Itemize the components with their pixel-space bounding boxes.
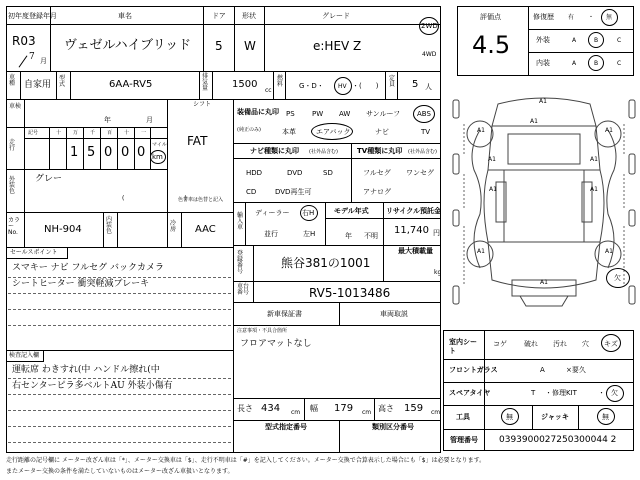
divider <box>233 398 441 399</box>
divider <box>6 212 233 213</box>
seat-label: 室内シート <box>449 338 477 356</box>
rule-line <box>8 442 231 443</box>
drive-2wd: 2WD <box>421 22 438 30</box>
exterior-label: 外装色 <box>9 176 16 195</box>
divider <box>233 281 441 282</box>
navi-sub: (社外品含む) <box>309 149 338 155</box>
grade-b: B <box>594 60 599 67</box>
sales-point-line: スマキー ナビ フルセグ バックカメラ <box>12 263 165 273</box>
grade-label: グレード <box>322 12 350 20</box>
exterior-grade-label: 外装 <box>536 36 550 44</box>
divider <box>339 302 340 325</box>
model-label: 型式 <box>59 75 66 88</box>
damage-mark: A1 <box>489 186 497 193</box>
doors: 5 <box>215 39 223 53</box>
fuel-hv: HV <box>338 83 347 90</box>
shift-label: シフト <box>193 101 212 108</box>
height-unit: cm <box>431 409 441 416</box>
rule-line <box>8 277 231 278</box>
capacity-label: 定員 <box>389 75 396 88</box>
rule-line <box>8 378 231 379</box>
divider <box>233 245 441 246</box>
width-value: 179 <box>334 403 354 414</box>
navi-item: DVD再生可 <box>275 188 312 196</box>
divider <box>233 420 441 421</box>
damage-mark: A1 <box>477 248 485 255</box>
mileage-digit-label: 百 <box>107 130 113 136</box>
interior-grade-label: 内装 <box>536 59 550 67</box>
repair-yes: 有 <box>568 14 575 21</box>
damage-mark: A1 <box>590 156 598 163</box>
chassis-label: 車台番号 <box>237 283 250 296</box>
divider <box>383 202 384 281</box>
recycle-unit: 円 <box>433 229 440 237</box>
chassis-value: RV5-1013486 <box>309 286 391 300</box>
spare-label: スペアタイヤ <box>449 389 491 397</box>
divider <box>351 143 352 202</box>
height-value: 159 <box>404 403 424 414</box>
divider <box>181 212 182 247</box>
spare-item: ・修理KIT <box>545 389 577 397</box>
seat-item: コゲ <box>493 340 507 348</box>
spare-item: T <box>531 389 536 397</box>
divider <box>443 429 634 430</box>
divider <box>443 382 634 383</box>
seat-item: キズ <box>604 340 618 348</box>
width-label: 幅 <box>310 404 318 413</box>
mileage-digit-label: 一 <box>141 130 147 136</box>
interior-label: 内装色 <box>106 216 113 235</box>
mileage-label: 走行 <box>9 139 16 152</box>
equipment-sub: (純正のみ) <box>237 127 261 133</box>
repair-label: 修復歴 <box>533 13 554 21</box>
equipment-item: PW <box>312 110 324 118</box>
divider <box>273 71 274 99</box>
inspection-label: 車検 <box>9 103 22 110</box>
rule-line <box>8 293 231 294</box>
missing-mark: 欠 <box>614 274 621 282</box>
divider <box>70 71 71 99</box>
height-label: 高さ <box>378 404 394 413</box>
divider <box>117 212 118 247</box>
max-load-label: 最大積載量 <box>398 247 433 255</box>
tv-item: アナログ <box>363 188 391 196</box>
mileage-digit-label: 千 <box>90 130 96 136</box>
spare-item: ・ <box>598 389 605 397</box>
capacity-unit: 人 <box>425 83 432 91</box>
divider <box>528 6 529 76</box>
tv-title: TV種類に丸印 <box>357 147 403 155</box>
mileage-mile: マイル <box>152 142 167 148</box>
mileage-digit-label: 十 <box>56 130 62 136</box>
import-right: 右H <box>302 209 315 217</box>
type-cert-label: 型式指定番号 <box>265 423 307 431</box>
equipment-item: 本革 <box>282 128 296 136</box>
divider <box>578 405 579 429</box>
mileage-digit: 5 <box>87 145 96 160</box>
model-year-unit: 年 <box>345 232 352 240</box>
divider <box>233 325 441 326</box>
vehicle-kind-label: 車種 <box>9 74 16 87</box>
damage-mark: A1 <box>530 118 538 125</box>
rule-line <box>8 309 231 310</box>
plate-value: 熊谷381の1001 <box>281 256 371 270</box>
divider <box>233 158 441 159</box>
length-unit: cm <box>291 409 301 416</box>
navi-title: ナビ種類に丸印 <box>250 147 299 155</box>
divider <box>233 99 234 453</box>
seat-item: 穴 <box>582 340 589 348</box>
first-reg-year: R03 <box>12 34 36 48</box>
equipment-item: TV <box>421 128 431 136</box>
tv-item: ワンセグ <box>406 169 434 177</box>
mileage-digit: 1 <box>70 145 79 160</box>
model-year-label: モデル年式 <box>334 207 369 215</box>
divider <box>117 127 118 169</box>
divider <box>339 420 340 453</box>
mileage-digit: 0 <box>121 145 130 160</box>
rule-line <box>8 410 231 411</box>
inspection-year-unit: 年 <box>104 116 111 124</box>
tools-value: 無 <box>506 413 513 421</box>
shape-label: 形状 <box>242 12 256 20</box>
divider <box>6 169 167 170</box>
rule-line <box>8 394 231 395</box>
rule-line <box>8 325 231 326</box>
divider <box>6 99 441 100</box>
divider <box>385 71 386 99</box>
divider <box>24 99 25 247</box>
damage-mark: A1 <box>605 248 613 255</box>
notes-text: フロアマットなし <box>240 339 312 349</box>
divider <box>245 202 246 245</box>
glass-item: A <box>540 366 545 374</box>
capacity: 5 <box>412 79 419 90</box>
mileage-km: km <box>152 153 163 161</box>
jack-label: ジャッキ <box>541 413 569 421</box>
fuel-label: 燃料 <box>277 75 284 88</box>
footer-note: 走行距離の記号欄に メーター改ざん車は「*」、メーター交換車は「$」、走行不明車は「#」を記入してください。メーター交換で合算表示した場合にも「$」は必要となります。 <box>6 457 486 464</box>
color-no: NH-904 <box>44 224 82 235</box>
divider <box>49 127 50 169</box>
month-unit: 月 <box>40 57 47 65</box>
model-year-unknown: 不明 <box>364 232 378 240</box>
import-left: 左H <box>303 230 316 238</box>
sales-point-line: シートヒーター 衝突軽減ブレーキ <box>12 279 150 289</box>
mileage-digit-label: 万 <box>73 130 79 136</box>
length-value: 434 <box>261 403 281 414</box>
score-value: 4.5 <box>472 31 511 59</box>
damage-mark: A1 <box>477 127 485 134</box>
exterior-value: グレー <box>35 174 63 184</box>
notes-label: 注意事項・不具合箇所 <box>237 328 288 334</box>
cc-unit: cc <box>265 87 272 94</box>
ac-value: AAC <box>195 224 216 235</box>
divider <box>212 71 213 99</box>
glass-label: フロントガラス <box>449 366 498 374</box>
docs-manual: 車両取説 <box>380 310 408 318</box>
divider <box>304 398 305 420</box>
divider <box>374 398 375 420</box>
inspector-line: 右センターピラ多ベルトAU 外装小傷有 <box>12 381 173 391</box>
vehicle-kind: 自家用 <box>24 80 52 90</box>
divider <box>528 29 634 30</box>
import-dealer: ディーラー <box>255 209 290 217</box>
car-name-label: 車名 <box>118 12 132 20</box>
docs-warranty: 新車保証書 <box>267 310 302 318</box>
max-load-unit: kg <box>434 269 442 276</box>
inspection-month-unit: 月 <box>146 116 153 124</box>
equipment-title: 装備品に丸印 <box>237 108 279 116</box>
sales-point-label: セールスポイント <box>10 249 58 256</box>
plate-label: 登録番号 <box>237 250 244 275</box>
rule-line <box>8 426 231 427</box>
navi-item: HDD <box>246 169 263 177</box>
equipment-item: AW <box>339 110 351 118</box>
divider <box>264 6 265 71</box>
divider <box>233 302 441 303</box>
divider <box>6 127 167 128</box>
doors-label: ドア <box>212 12 226 20</box>
divider <box>20 71 21 99</box>
fuel-paren: ・( ) <box>352 82 379 90</box>
model: 6AA-RV5 <box>109 79 153 90</box>
grade-b: B <box>594 37 599 44</box>
grade-c: C <box>617 37 622 44</box>
divider <box>532 405 533 429</box>
navi-item: DVD <box>287 169 303 177</box>
equipment-item: PS <box>286 110 295 118</box>
grade-a: A <box>572 60 577 67</box>
recycle-value: 11,740 <box>394 225 429 236</box>
divider <box>66 127 67 169</box>
equipment-item: ABS <box>417 110 431 118</box>
jack-value: 無 <box>602 413 609 421</box>
repair-dot: ・ <box>588 14 595 21</box>
width-unit: cm <box>362 409 372 416</box>
grade-a: A <box>572 37 577 44</box>
damage-mark: A1 <box>540 279 548 286</box>
navi-item: SD <box>323 169 333 177</box>
import-parallel: 並行 <box>264 230 278 238</box>
car-name: ヴェゼルハイブリッド <box>64 38 192 53</box>
equipment-item: サンルーフ <box>366 110 401 118</box>
divider <box>24 138 167 139</box>
damage-mark: A1 <box>590 186 598 193</box>
recycle-label: リサイクル預託金 <box>386 207 442 215</box>
navi-item: CD <box>246 188 257 196</box>
mileage-digit: 0 <box>104 145 113 160</box>
divider <box>83 127 84 169</box>
divider <box>100 127 101 169</box>
score-label: 評価点 <box>480 13 501 21</box>
divider <box>199 71 200 99</box>
divider <box>56 71 57 99</box>
divider <box>325 202 326 245</box>
divider <box>443 405 634 406</box>
exterior-note: 色替車は色替と記入 <box>178 197 224 203</box>
class-label: 類別区分番号 <box>372 423 414 431</box>
equipment-item: ナビ <box>375 128 389 136</box>
seat-item: 汚れ <box>553 340 567 348</box>
footer-note: またメーター交換の条件を満たしていないものはメーター改ざん車扱いとなります。 <box>6 468 234 475</box>
divider <box>253 245 254 302</box>
divider <box>443 359 634 360</box>
divider <box>6 24 441 25</box>
damage-mark: A1 <box>488 156 496 163</box>
tools-label: 工具 <box>456 413 470 421</box>
divider <box>234 6 235 71</box>
divider <box>325 218 441 219</box>
fuel-options: G・D・ <box>299 82 324 90</box>
mgmt-value: 0393900027250300044 2 <box>499 435 617 445</box>
inspector-label: 検査記入欄 <box>9 352 40 359</box>
divider <box>397 71 398 99</box>
spare-item: 欠 <box>611 389 618 397</box>
tv-sub: (社外品含む) <box>408 149 437 155</box>
mileage-digit: 0 <box>137 145 146 160</box>
exterior-paren: ( ) <box>122 195 187 202</box>
inspector-line: 運転席 わきすれ(中 ハンドル擦れ(中 <box>12 365 160 375</box>
tv-item: フルセグ <box>363 169 391 177</box>
divider <box>134 127 135 169</box>
divider <box>167 212 168 247</box>
divider <box>6 71 441 72</box>
first-reg-month: 7 <box>29 52 35 62</box>
shift-value: FAT <box>187 134 208 148</box>
mileage-digit-label: 記号 <box>28 130 39 136</box>
mileage-digit-label: 十 <box>124 130 130 136</box>
grade-c: C <box>617 60 622 67</box>
divider <box>103 212 104 247</box>
import-label: 輸入車 <box>237 212 244 231</box>
damage-mark: A1 <box>605 127 613 134</box>
repair-no: 無 <box>606 14 613 21</box>
shape: W <box>244 39 256 53</box>
divider <box>528 52 634 53</box>
divider <box>203 6 204 71</box>
equipment-item: エアバック <box>316 128 351 136</box>
first-reg-label: 初年度登録年月 <box>8 12 57 20</box>
displacement-label: 排気量 <box>202 73 209 92</box>
displacement: 1500 <box>232 79 258 90</box>
divider <box>233 143 441 144</box>
ac-label: 冷房 <box>170 220 177 233</box>
length-label: 長さ <box>237 404 253 413</box>
drive-4wd: 4WD <box>422 51 437 58</box>
divider <box>233 202 441 203</box>
divider <box>150 127 151 169</box>
mgmt-label: 管理番号 <box>450 436 478 444</box>
damage-mark: A1 <box>539 98 547 105</box>
glass-item: ×要久 <box>566 366 586 374</box>
seat-item: 破れ <box>524 340 538 348</box>
divider <box>285 71 286 99</box>
grade: e:HEV Z <box>313 39 362 53</box>
color-no-label: カラーNo. <box>8 217 21 236</box>
